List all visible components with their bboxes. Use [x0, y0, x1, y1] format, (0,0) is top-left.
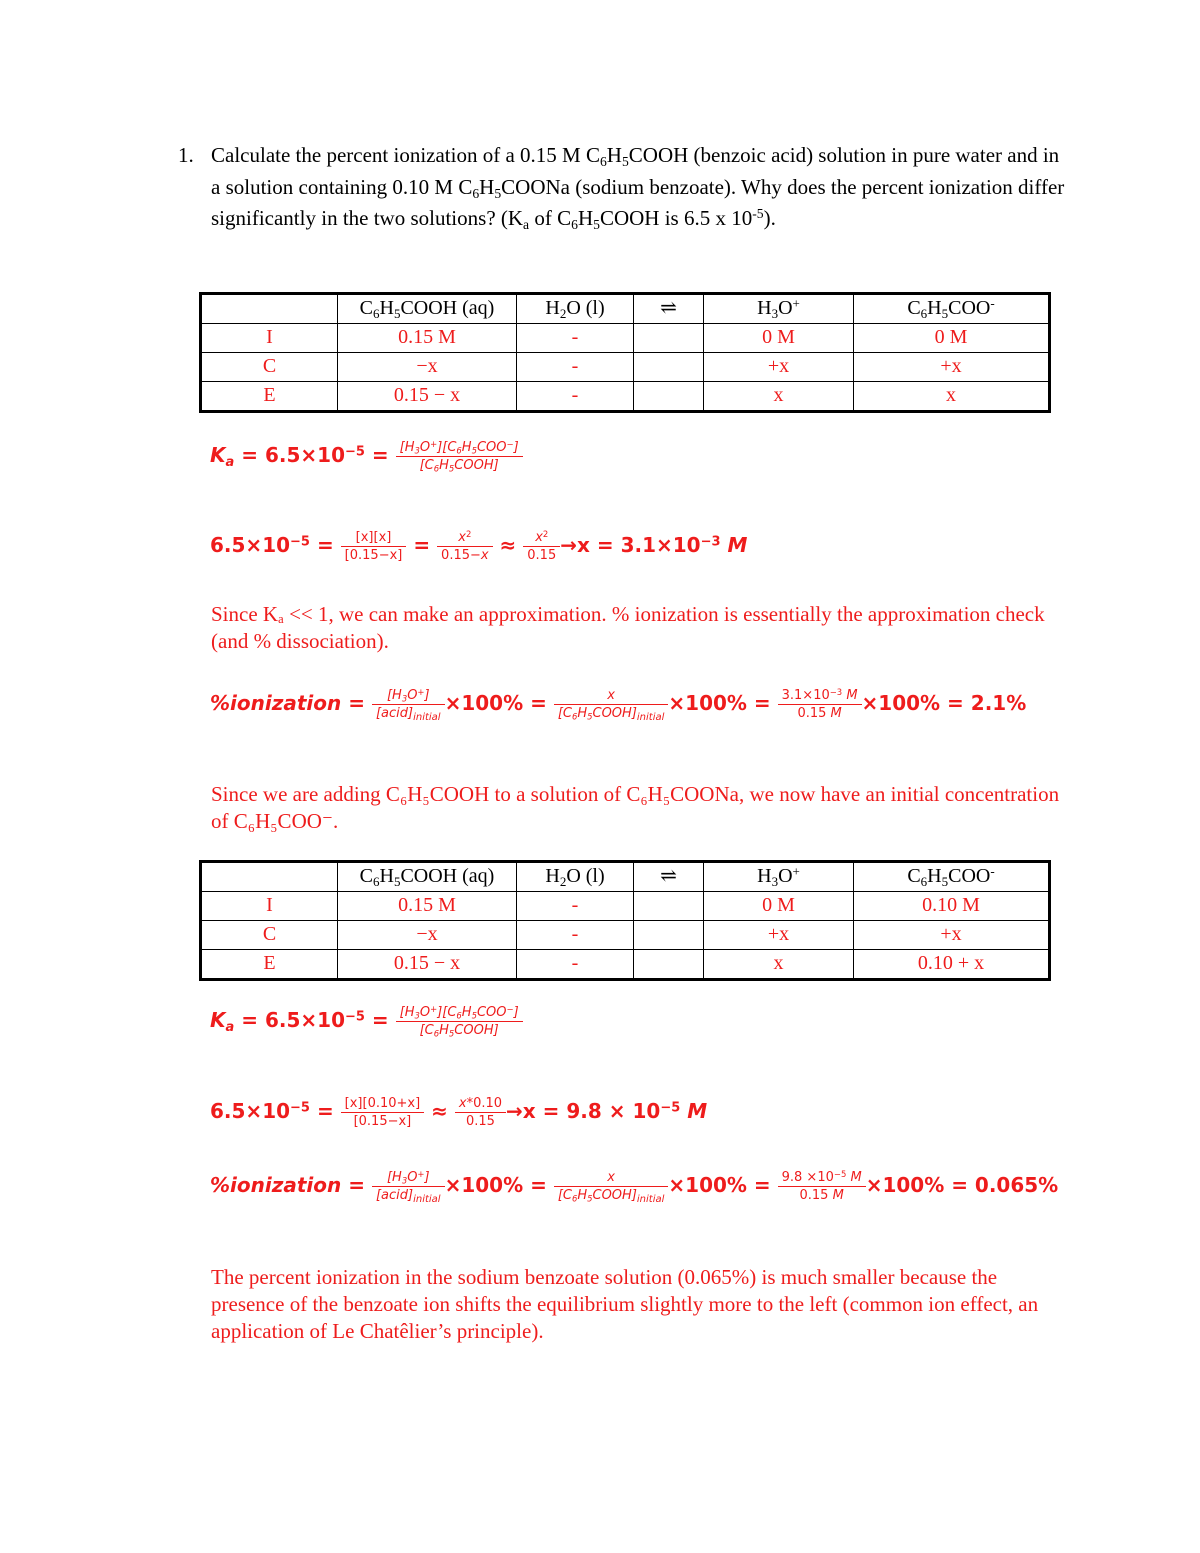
- header-blank: [201, 862, 338, 892]
- cell-arrow: [634, 892, 704, 921]
- approximation-note: Since Kₐ << 1, we can make an approximation. % ionization is essentially the approximation check (and % dissociation).: [211, 602, 1045, 653]
- cell-arrow: [634, 382, 704, 412]
- cell-arrow: [634, 950, 704, 980]
- cell-water: -: [517, 382, 634, 412]
- cell-hydronium: x: [704, 950, 854, 980]
- row-label: I: [201, 892, 338, 921]
- cell-benzoate: x: [854, 382, 1050, 412]
- header-water: $H_2O$ (l): [517, 862, 634, 892]
- cell-arrow: [634, 353, 704, 382]
- cell-hydronium: 0 M: [704, 324, 854, 353]
- cell-acid: −x: [338, 353, 517, 382]
- question-text: Calculate the percent ionization of a 0.15 M $C_6H_5COOH$ (benzoic acid) solution in pure water and in a solution containing 0.10 M $C_6H_5COONa$ (sodium benzoate). Why does the percent ionization differ significantly in the two solutions? ($K_a$ of $C_6H_5COOH$ is 6.5 x $10^{-5}$).: [211, 143, 1065, 233]
- header-equilibrium-arrow: ⇌: [634, 862, 704, 892]
- row-label: E: [201, 950, 338, 980]
- header-water: $H_2O$ (l): [517, 294, 634, 324]
- ice-row-initial: [201, 892, 1050, 921]
- row-label: E: [201, 382, 338, 412]
- cell-water: -: [517, 950, 634, 980]
- header-acid: $C_6H_5COOH$ (aq): [338, 862, 517, 892]
- ka-expression-2: $K_a = 6.5\times 10^{-5}$ = $\frac{[H_3O^+][C_6H_5COO^-]}{[C_6H_5COOH]}$: [210, 1005, 523, 1038]
- ice-header-row: [201, 862, 1050, 892]
- row-label: C: [201, 921, 338, 950]
- ice-header-row: [201, 294, 1050, 324]
- ice-table-pure-water: [199, 292, 1051, 413]
- ice-row-change: [201, 921, 1050, 950]
- cell-water: -: [517, 324, 634, 353]
- transition-text: Since we are adding C₆H₅COOH to a solution of C₆H₅COONa, we now have an initial concentration of C₆H₅COO⁻.: [211, 782, 1060, 833]
- cell-hydronium: +x: [704, 921, 854, 950]
- header-benzoate: $C_6H_5COO^-$: [854, 294, 1050, 324]
- percent-ionization-2: %ionization = $\frac{[H_3O^+]}{[acid]_{initial}}$ ×100% = $\frac{x}{[C_6H_5COOH]_{initial}}$ ×100% = $\frac{9.8 \times 10^{-5} M}{0.15 M}$ ×100% = 0.065%: [210, 1168, 1059, 1205]
- ice-row-equilibrium: [201, 950, 1050, 980]
- ka-expression-1: $K_a = 6.5\times 10^{-5}$ = $\frac{[H_3O^+][C_6H_5COO^-]}{[C_6H_5COOH]}$: [210, 440, 523, 473]
- cell-acid: 0.15 − x: [338, 382, 517, 412]
- ice-row-initial: [201, 324, 1050, 353]
- header-hydronium: $H_3O^+$: [704, 294, 854, 324]
- cell-water: -: [517, 892, 634, 921]
- cell-benzoate: +x: [854, 921, 1050, 950]
- x-calculation-2: $6.5\times 10^{-5}$ = $\frac{[x][0.10+x]}{[0.15-x]}$ ≈ $\frac{x*0.10}{0.15}$ $\to x = 9.8 \times 10^{-5}$ M: [210, 1096, 708, 1129]
- question-number: 1.: [178, 143, 194, 167]
- cell-acid: −x: [338, 921, 517, 950]
- cell-hydronium: x: [704, 382, 854, 412]
- cell-benzoate: 0.10 M: [854, 892, 1050, 921]
- header-equilibrium-arrow: ⇌: [634, 294, 704, 324]
- cell-water: -: [517, 921, 634, 950]
- cell-hydronium: +x: [704, 353, 854, 382]
- cell-acid: 0.15 M: [338, 324, 517, 353]
- cell-arrow: [634, 324, 704, 353]
- ice-table-sodium-benzoate: [199, 860, 1051, 981]
- percent-ionization-1: %ionization = $\frac{[H_3O^+]}{[acid]_{initial}}$ ×100% = $\frac{x}{[C_6H_5COOH]_{initial}}$ ×100% = $\frac{3.1\times 10^{-3} M}{0.15 M}$ ×100% = 2.1%: [210, 686, 1027, 723]
- header-blank: [201, 294, 338, 324]
- cell-benzoate: +x: [854, 353, 1050, 382]
- cell-water: -: [517, 353, 634, 382]
- cell-acid: 0.15 − x: [338, 950, 517, 980]
- x-calculation-1: $6.5\times 10^{-5}$ = $\frac{[x][x]}{[0.15-x]}$ = $\frac{x^2}{0.15-x}$ ≈ $\frac{x^2}{0.15}$ $\to x = 3.1\times 10^{-3}$ M: [210, 528, 748, 563]
- conclusion-text: The percent ionization in the sodium benzoate solution (0.065%) is much smaller because the presence of the benzoate ion shifts the equilibrium slightly more to the left (common ion effect, an application of Le Chatêlier’s principle).: [211, 1265, 1039, 1343]
- cell-arrow: [634, 921, 704, 950]
- ice-row-equilibrium: [201, 382, 1050, 412]
- cell-benzoate: 0 M: [854, 324, 1050, 353]
- header-hydronium: $H_3O^+$: [704, 862, 854, 892]
- row-label: I: [201, 324, 338, 353]
- cell-hydronium: 0 M: [704, 892, 854, 921]
- header-acid: $C_6H_5COOH$ (aq): [338, 294, 517, 324]
- row-label: C: [201, 353, 338, 382]
- cell-acid: 0.15 M: [338, 892, 517, 921]
- ice-row-change: [201, 353, 1050, 382]
- header-benzoate: $C_6H_5COO^-$: [854, 862, 1050, 892]
- cell-benzoate: 0.10 + x: [854, 950, 1050, 980]
